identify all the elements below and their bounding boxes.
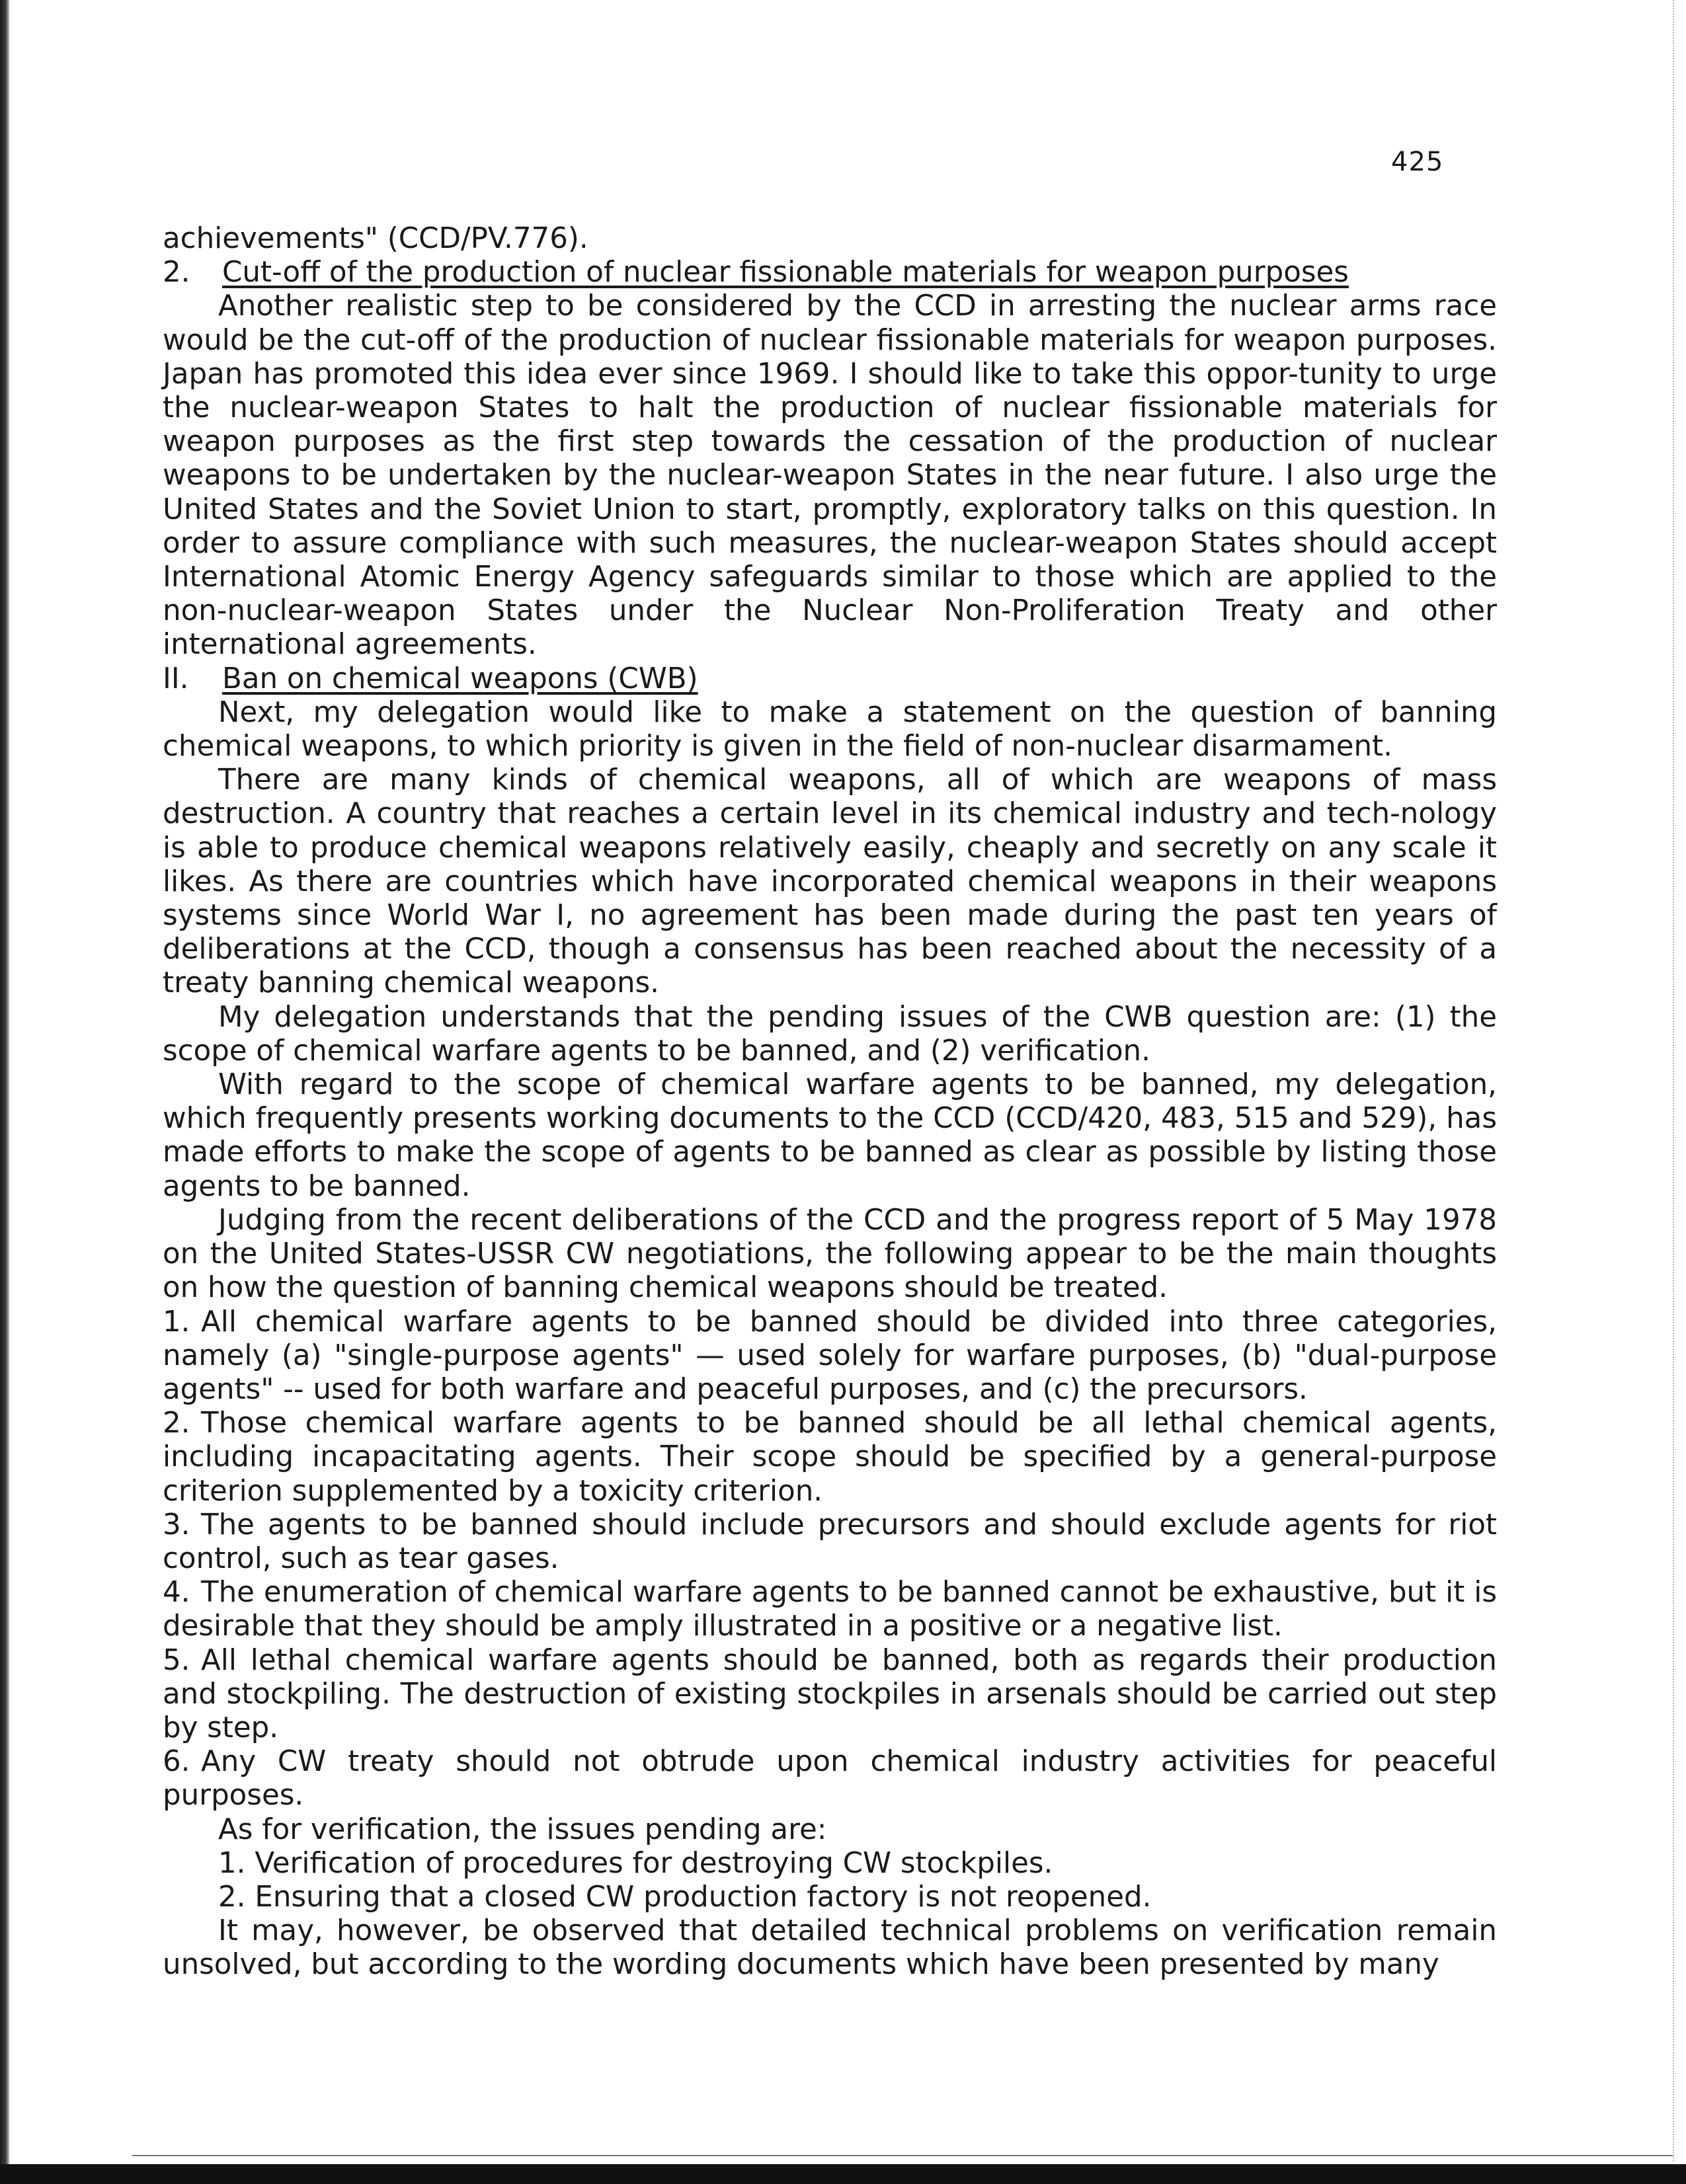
list-item — [163, 1745, 1497, 1813]
list-number: 6. — [163, 1745, 190, 1779]
heading-number: 2. — [163, 256, 190, 290]
list-text: The enumeration of chemical warfare agents to be banned cannot be exhaustive, but it is desirable that they should be amply illustrated in a positive or a negative list. — [163, 1576, 1497, 1643]
list-text: All lethal chemical warfare agents should be banned, both as regards their production and stockpiling. The destruction of existing stockpiles in arsenals should be carried out step by step. — [163, 1643, 1497, 1744]
paragraph-judging: Judging from the recent deliberations of the CCD and the progress report of 5 May 1978 on the United States-USSR CW negotiations, the following appear to be the main thoughts on how the question of banning chemical weapons should be treated. — [163, 1203, 1497, 1305]
list-item — [163, 1508, 1497, 1576]
heading-title: Ban on chemical weapons (CWB) — [222, 662, 698, 695]
paragraph-cutoff: Another realistic step to be considered by the CCD in arresting the nuclear arms race would be the cut-off of the production of nuclear fissionable materials for weapon purposes. Japan has promoted this idea ever since 1969. I should like to take this oppor-tunity to urge the nuclear-weapon States to halt the production of nuclear fissionable materials for weapon purposes as the first step towards the cessation of the production of nuclear weapons to be undertaken by the nuclear-weapon States in the near future. I also urge the United States and the Soviet Union to start, promptly, exploratory talks on this question. In order to assure compliance with such measures, the nuclear-weapon States should accept International Atomic Energy Agency safeguards similar to those which are applied to the non-nuclear-weapon States under the Nuclear Non-Proliferation Treaty and other international agreements. — [163, 290, 1497, 662]
list-item — [163, 1576, 1497, 1643]
list-number: 1. — [163, 1305, 190, 1339]
heading-title: Cut-off of the production of nuclear fissionable materials for weapon purposes — [222, 256, 1349, 290]
page-number: 425 — [1391, 147, 1444, 177]
section-heading-cwb — [163, 662, 1497, 696]
scan-edge-right — [1671, 0, 1674, 2162]
paragraph-continuation: achievements" (CCD/PV.776). — [163, 222, 588, 255]
list-text: The agents to be banned should include precursors and should exclude agents for riot control, such as tear gases. — [163, 1508, 1497, 1575]
list-item — [163, 1407, 1497, 1508]
section-heading-cutoff — [163, 256, 1497, 290]
paragraph-observation: It may, however, be observed that detailed technical problems on verification remain unsolved, but according to the wording documents which have been presented by many — [163, 1914, 1497, 1982]
scan-edge-left — [0, 0, 9, 2184]
scan-rule-bottom — [132, 2155, 1673, 2156]
scan-edge-bottom — [0, 2164, 1686, 2184]
list-text: Those chemical warfare agents to be banned should be all lethal chemical agents, including incapacitating agents. Their scope should be specified by a general-purpose criterion supplemented by a toxicity criterion. — [163, 1407, 1497, 1508]
list-text: Any CW treaty should not obtrude upon chemical industry activities for peaceful purposes. — [163, 1745, 1497, 1813]
paragraph-verification-intro: As for verification, the issues pending are: — [218, 1813, 827, 1846]
paragraph-scope: With regard to the scope of chemical warfare agents to be banned, my delegation, which frequently presents working documents to the CCD (CCD/420, 483, 515 and 529), has made efforts to make the scope of agents to be banned as clear as possible by listing those agents to be banned. — [163, 1068, 1497, 1203]
list-text: All chemical warfare agents to be banned should be divided into three categories, namely (a) "single-purpose agents" — used solely for warfare purposes, (b) "dual-purpose agents" -- used for both warfare and peaceful purposes, and (c) the precursors. — [163, 1305, 1497, 1406]
heading-number: II. — [163, 662, 189, 695]
list-number: 4. — [163, 1576, 190, 1610]
verification-item: 2. Ensuring that a closed CW production factory is not reopened. — [218, 1880, 1152, 1914]
verification-item: 1. Verification of procedures for destroying CW stockpiles. — [218, 1846, 1053, 1880]
paragraph-kinds: There are many kinds of chemical weapons, all of which are weapons of mass destruction. A country that reaches a certain level in its chemical industry and tech-nology is able to produce chemical weapons relatively easily, cheaply and secretly on any scale it likes. As there are countries which have incorporated chemical weapons in their weapons systems since World War I, no agreement has been made during the past ten years of deliberations at the CCD, though a consensus has been reached about the necessity of a treaty banning chemical weapons. — [163, 763, 1497, 1000]
list-item — [163, 1306, 1497, 1407]
list-number: 5. — [163, 1643, 190, 1677]
list-number: 3. — [163, 1508, 190, 1541]
document-body — [163, 222, 1497, 1982]
paragraph-statement: Next, my delegation would like to make a statement on the question of banning chemical weapons, to which priority is given in the field of non-nuclear disarmament. — [163, 695, 1497, 763]
list-item — [163, 1644, 1497, 1746]
paragraph-pending-issues: My delegation understands that the pending issues of the CWB question are: (1) the scope of chemical warfare agents to be banned, and (2) verification. — [163, 1000, 1497, 1068]
list-number: 2. — [163, 1407, 190, 1440]
